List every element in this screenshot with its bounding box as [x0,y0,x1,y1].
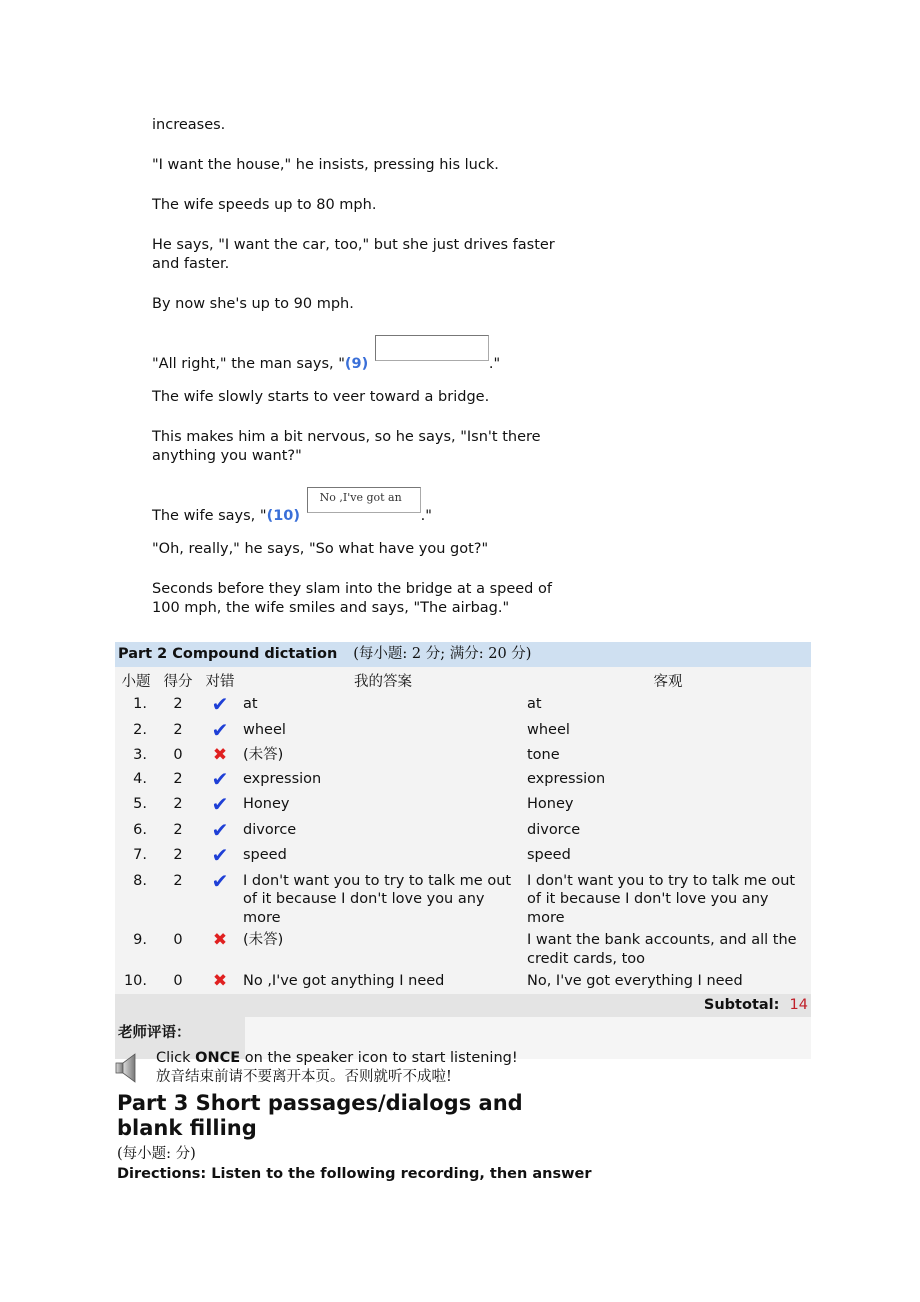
result-mark [199,870,241,930]
listen-line-1 [156,1049,518,1068]
question-number: 9. [133,932,147,948]
key-answer: I don't want you to try to talk me out of it because I don't love you any more [527,872,796,926]
q10-answer-input[interactable] [307,487,421,513]
col-header: 小题 [121,673,151,690]
question-number: 7. [133,847,147,863]
q10-prefix: The wife says, " [152,508,267,524]
teacher-comment-label: 老师评语： [118,1023,191,1041]
key-answer: I want the bank accounts, and all the credit cards, too [527,932,797,967]
question-number: 2. [133,721,147,738]
result-mark [199,744,241,768]
table-row [115,819,811,845]
part3-title: Part 3 Short passages/dialogs and blank filling [117,1091,523,1140]
question-number: 4. [133,770,147,787]
question-score: 2 [173,872,183,889]
result-mark [199,844,241,870]
my-answer: speed [243,847,287,863]
result-mark [199,819,241,845]
question-number: 3. [133,747,147,763]
check-icon: ✔ [211,692,229,716]
part2-header [115,642,811,667]
result-mark [199,693,241,719]
q9-suffix: ." [488,356,501,372]
my-answer: (未答) [243,747,284,763]
key-answer: No, I've got everything I need [527,973,743,989]
table-header-row [115,667,811,693]
question-number: 10. [123,973,147,989]
speaker-icon[interactable] [115,1052,139,1084]
check-icon: ✔ [211,868,229,893]
my-answer: No ,I've got anything I need [243,973,445,989]
question-number: 6. [133,821,147,838]
table-row [115,744,811,768]
question-number: 5. [133,796,147,812]
listen-instructions [156,1049,518,1087]
cross-icon: ✖ [212,971,228,991]
key-answer: wheel [527,721,570,738]
my-answer: I don't want you to try to talk me out of it because I don't love you any more [243,872,512,926]
table-row [115,844,811,870]
q9-number: (9) [344,356,369,372]
my-answer: expression [243,770,322,787]
question-number: 8. [133,872,147,889]
cross-icon: ✖ [212,930,228,950]
key-answer: speed [527,847,571,863]
part2-title: Part 2 Compound dictation [118,646,338,662]
listen-click: Click [156,1050,191,1066]
q10-answer-value: No ,I've got an [319,491,402,504]
my-answer: at [243,696,258,712]
story-line: By now she's up to 90 mph. [152,296,354,312]
results-table [115,667,811,994]
story-line: This makes him a bit nervous, so he says, "Isn't there anything you want?" [152,429,541,464]
key-answer: divorce [527,821,581,838]
story-line: "Oh, really," he says, "So what have you got?" [152,541,489,557]
listen-warning: 放音结束前请不要离开本页。否则就听不成啦! [156,1069,452,1085]
question-score: 0 [173,932,183,948]
question-9-line [152,335,501,372]
subtotal-row: Subtotal: 14 [115,994,811,1017]
table-row [115,870,811,930]
question-score: 0 [173,747,183,763]
result-mark [199,768,241,794]
story-line: increases. [152,117,226,133]
question-score: 0 [173,973,183,989]
question-score: 2 [173,770,183,787]
part3-directions: Directions: Listen to the following recording, then answer [117,1166,592,1182]
story-line: "I want the house," he insists, pressing his luck. [152,157,499,173]
question-10-line [152,487,432,524]
q9-answer-value [376,337,388,352]
check-icon: ✔ [211,792,229,816]
my-answer: divorce [243,821,297,838]
col-header: 客观 [653,673,683,690]
part2-results [115,642,811,1059]
check-icon: ✔ [211,817,229,842]
question-score: 2 [173,796,183,812]
cross-icon: ✖ [212,745,228,765]
key-answer: at [527,696,542,712]
key-answer: Honey [527,796,574,812]
question-score: 2 [173,721,183,738]
check-icon: ✔ [211,843,229,867]
my-answer: Honey [243,796,290,812]
part2-meta: (每小题: 2 分; 满分: 20 分) [353,646,532,662]
check-icon: ✔ [211,717,229,742]
my-answer: (未答) [243,932,284,948]
table-row [115,793,811,819]
result-mark [199,719,241,745]
subtotal-value: 14 [789,996,808,1013]
col-header: 得分 [163,673,193,690]
story-line: He says, "I want the car, too," but she just drives faster and faster. [152,237,555,272]
part3-meta: (每小题: 分) [117,1146,196,1162]
q10-number: (10) [266,508,301,524]
question-score: 2 [173,847,183,863]
listen-rest: on the speaker icon to start listening! [244,1050,518,1066]
q10-suffix: ." [420,508,432,524]
table-row [115,768,811,794]
key-answer: tone [527,747,560,763]
subtotal-label: Subtotal [703,996,774,1013]
col-header: 我的答案 [354,673,412,690]
col-header: 对错 [205,673,235,690]
story-line: The wife speeds up to 80 mph. [152,197,377,213]
table-row [115,693,811,719]
my-answer: wheel [243,721,286,738]
result-mark [199,793,241,819]
story-line: The wife slowly starts to veer toward a bridge. [152,389,490,405]
result-mark [199,929,241,970]
q9-prefix: "All right," the man says, " [152,356,345,372]
result-mark [199,970,241,994]
story-line: Seconds before they slam into the bridge at a speed of 100 mph, the wife smiles and says, "The airbag." [152,581,552,616]
q9-answer-input[interactable] [375,335,489,361]
question-score: 2 [173,696,183,712]
table-row [115,929,811,970]
key-answer: expression [527,770,606,787]
check-icon: ✔ [211,766,229,791]
table-row [115,719,811,745]
table-row [115,970,811,994]
listen-once: ONCE [195,1050,241,1066]
question-score: 2 [173,821,183,838]
question-number: 1. [133,696,147,712]
